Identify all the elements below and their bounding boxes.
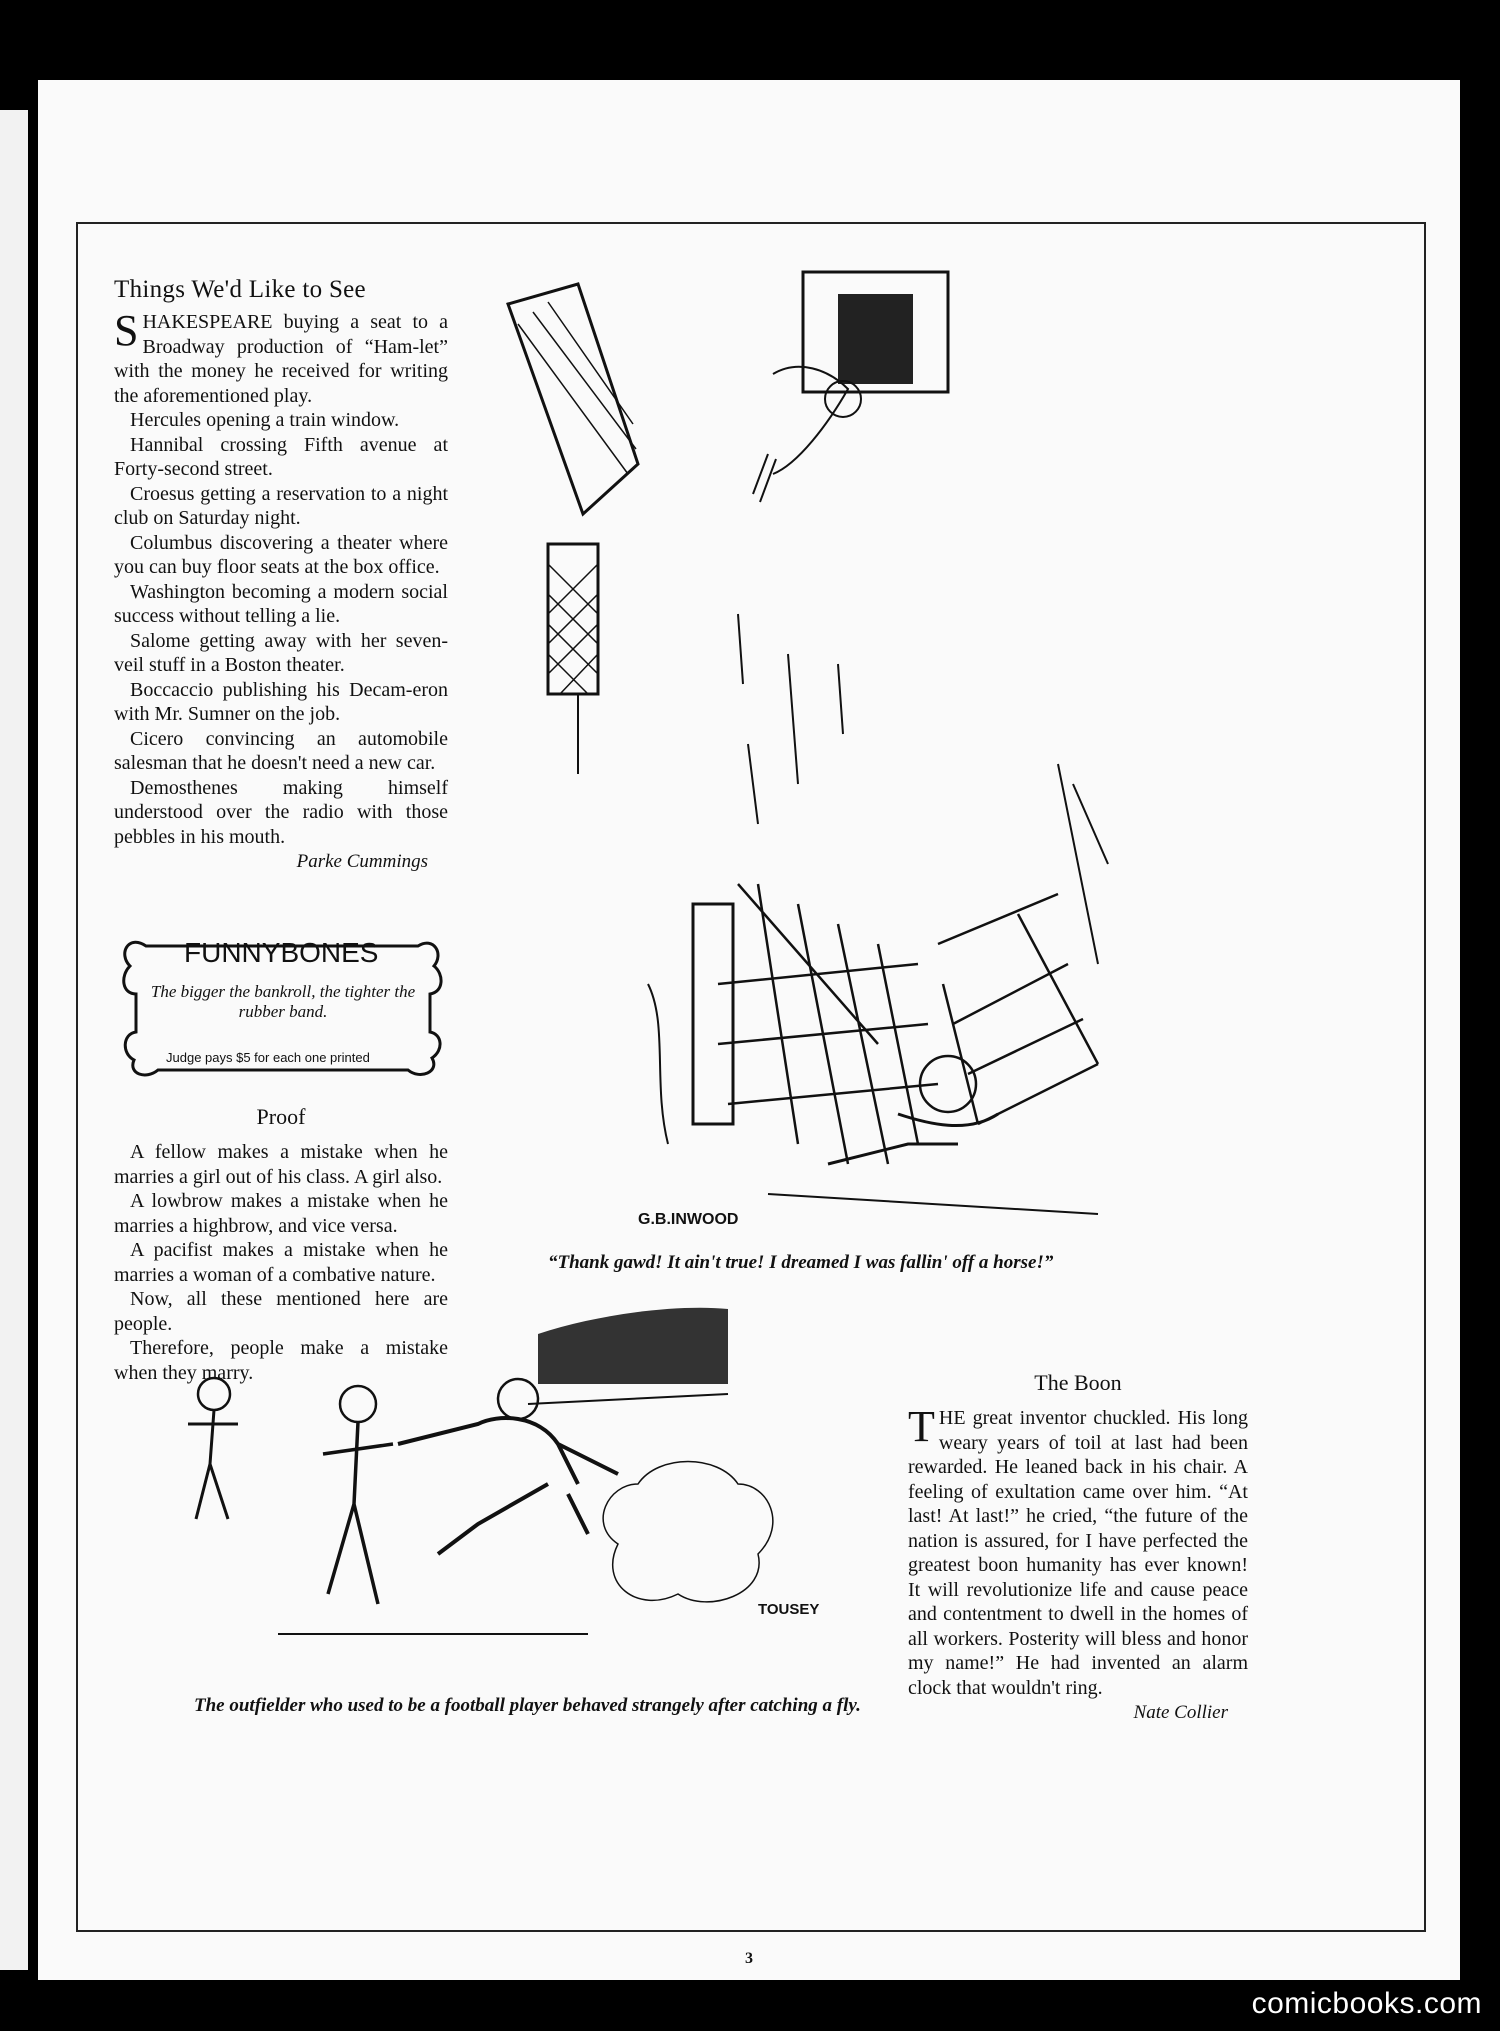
previous-page-edge (0, 110, 28, 1970)
dropcap-s: S (114, 306, 139, 355)
magazine-page (38, 80, 1460, 1980)
things-byline: Parke Cummings (296, 851, 428, 872)
tousey-signature: TOUSEY (758, 1601, 820, 1618)
things-column (114, 276, 448, 873)
boon-byline: Nate Collier (1133, 1702, 1228, 1723)
proof-paragraph: Now, all these mentioned here are people. (114, 1288, 448, 1335)
things-title: Things We'd Like to See (114, 276, 366, 303)
proof-paragraph: Therefore, people make a mistake when they marry. (114, 1337, 448, 1384)
proof-paragraph: A lowbrow makes a mistake when he marries a highbrow, and vice versa. (114, 1190, 448, 1237)
things-paragraph: Washington becoming a modern social success without telling a lie. (114, 580, 448, 627)
top-cartoon-caption: “Thank gawd! It ain't true! I dreamed I was fallin' off a horse!” (548, 1252, 1054, 1273)
funnybones-logo: FUNNYBONES (184, 937, 379, 968)
funnybones-box (118, 924, 448, 1084)
things-paragraph: Croesus getting a reservation to a night club on Saturday night. (114, 482, 448, 529)
things-paragraph: Boccaccio publishing his Decam-eron with Mr. Sumner on the job. (114, 678, 448, 725)
things-paragraph: Cicero convincing an automobile salesman that he doesn't need a new car. (114, 727, 448, 774)
falling-man-cartoon (498, 264, 1198, 1264)
proof-paragraph: A pacifist makes a mistake when he marries a woman of a combative nature. (114, 1239, 448, 1286)
funnybones-joke: The bigger the bankroll, the tighter the rubber band. (150, 982, 416, 1021)
things-paragraph: Demosthenes making himself understood over the radio with those pebbles in his mouth. (114, 776, 448, 848)
boon-paragraph: THE great inventor chuckled. His long weary years of toil at last had been rewarded. He leaned back in his chair. A feeling of exultation came over him. “At last! At last!” he cried, “the future of the nation is assured, for I have perfected the greatest boon humanity has ever known! It will revolutionize life and cause peace and contentment to dwell in the homes of all workers. Posterity will bless and honor my name!” He had invented an alarm clock that wouldn't ring. (908, 1402, 1248, 1699)
page-frame (76, 222, 1426, 1932)
outfielder-cartoon (118, 1304, 898, 1684)
watermark: comicbooks.com (1251, 1987, 1482, 2020)
funnybones-footer: Judge pays $5 for each one printed (166, 1050, 370, 1065)
things-paragraph: Hannibal crossing Fifth avenue at Forty-second street. (114, 433, 448, 480)
things-paragraph: Hercules opening a train window. (130, 409, 400, 431)
boon-title: The Boon (1034, 1370, 1122, 1395)
bottom-cartoon-caption: The outfielder who used to be a football player behaved strangely after catching a fly. (194, 1695, 861, 1716)
inwood-signature: G.B.INWOOD (638, 1211, 739, 1228)
things-paragraph: Columbus discovering a theater where you can buy floor seats at the box office. (114, 531, 448, 578)
page-number: 3 (745, 1950, 753, 1967)
proof-title: Proof (256, 1104, 306, 1129)
boon-column (908, 1370, 1248, 1724)
things-paragraph: Salome getting away with her seven-veil stuff in a Boston theater. (114, 629, 448, 676)
things-paragraph: SHAKESPEARE buying a seat to a Broadway production of “Ham-let” with the money he received for writing the aforementioned play. (114, 306, 448, 407)
dropcap-t: T (908, 1402, 935, 1451)
proof-paragraph: A fellow makes a mistake when he marries a girl out of his class. A girl also. (114, 1141, 448, 1188)
